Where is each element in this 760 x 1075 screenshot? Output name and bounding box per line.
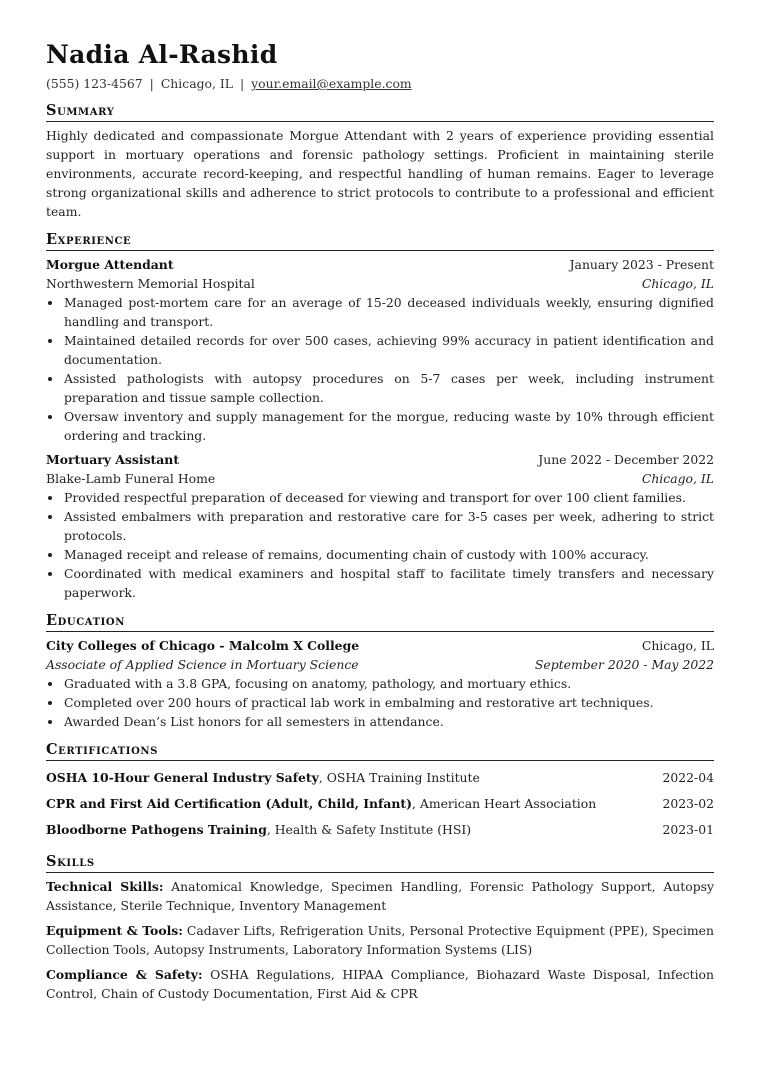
bullet-item: • Provided respectful preparation of deceased for viewing and transport for over 100 client families. [63, 488, 714, 507]
email-link[interactable]: your.email@example.com [251, 76, 412, 91]
job-bullets [46, 293, 714, 445]
certification-date: 2023-01 [662, 822, 714, 837]
summary-text: Highly dedicated and compassionate Morgue Attendant with 2 years of experience providing essential support in mortuary operations and forensic pathology settings. Proficient in maintaining sterile environments, accurate record-keeping, and respectful handling of human remains. Eager to leverage strong organizational skills and adherence to strict protocols to contribute to a professional and efficient team. [46, 128, 714, 219]
certification-text [46, 791, 596, 817]
location: Chicago, IL [160, 76, 233, 91]
section-title-certifications: Certifications [46, 741, 714, 761]
job-dates: June 2022 - December 2022 [538, 452, 714, 467]
job-org-row [46, 274, 714, 293]
job-location: Chicago, IL [641, 276, 714, 291]
job-org: Blake-Lamb Funeral Home [46, 471, 216, 486]
job-org-row [46, 469, 714, 488]
section-title-experience: Experience [46, 231, 714, 251]
bullet-item: • Coordinated with medical examiners and hospital staff to facilitate timely transfers and necessary paperwork. [63, 564, 714, 602]
school-name: City Colleges of Chicago - Malcolm X College [46, 638, 360, 653]
bullet-item: • Managed receipt and release of remains, documenting chain of custody with 100% accuracy. [63, 545, 714, 564]
education-header [46, 636, 714, 655]
certification-name: CPR and First Aid Certification (Adult, Child, Infant) [46, 796, 412, 811]
certification-issuer: , Health & Safety Institute (HSI) [266, 822, 472, 837]
certification-item [46, 817, 714, 843]
bullet-item: • Assisted pathologists with autopsy procedures on 5-7 cases per week, including instrument preparation and tissue sample collection. [63, 369, 714, 407]
phone-number: (555) 123-4567 [46, 76, 143, 91]
contact-separator: | [149, 76, 154, 91]
certification-name: Bloodborne Pathogens Training [46, 822, 267, 837]
job-header [46, 255, 714, 274]
job-entry [46, 450, 714, 602]
bullet-item: • Managed post-mortem care for an average of 15-20 deceased individuals weekly, ensuring dignified handling and transport. [63, 293, 714, 331]
skill-text: Cadaver Lifts, Refrigeration Units, Personal Protective Equipment (PPE), Specimen Collection Tools, Autopsy Instruments, Laboratory Information Systems (LIS) [46, 923, 714, 957]
certification-date: 2022-04 [662, 770, 714, 785]
education-degree-row [46, 655, 714, 674]
school-location: Chicago, IL [641, 638, 714, 653]
skill-label: Technical Skills: [46, 879, 164, 894]
resume-page [46, 40, 714, 1009]
certification-item [46, 765, 714, 791]
bullet-item: • Assisted embalmers with preparation and restorative care for 3-5 cases per week, adhering to strict protocols. [63, 507, 714, 545]
job-header [46, 450, 714, 469]
bullet-item: • Oversaw inventory and supply management for the morgue, reducing waste by 10% through efficient ordering and tracking. [63, 407, 714, 445]
bullet-item: • Graduated with a 3.8 GPA, focusing on anatomy, pathology, and mortuary ethics. [63, 674, 714, 693]
certification-text [46, 765, 480, 791]
certification-issuer: , American Heart Association [412, 796, 597, 811]
job-location: Chicago, IL [641, 471, 714, 486]
degree-name: Associate of Applied Science in Mortuary Science [46, 657, 359, 672]
section-title-summary: Summary [46, 102, 714, 122]
certification-text [46, 817, 471, 843]
section-title-education: Education [46, 612, 714, 632]
skill-label: Equipment & Tools: [46, 923, 183, 938]
contact-separator: | [239, 76, 245, 91]
education-dates: September 2020 - May 2022 [534, 657, 714, 672]
job-role: Morgue Attendant [46, 257, 174, 272]
bullet-item: • Completed over 200 hours of practical lab work in embalming and restorative art techniques. [63, 693, 714, 712]
certification-issuer: , OSHA Training Institute [318, 770, 480, 785]
contact-line [46, 76, 714, 92]
certification-date: 2023-02 [662, 796, 714, 811]
skill-text: OSHA Regulations, HIPAA Compliance, Biohazard Waste Disposal, Infection Control, Chain of Custody Documentation, First Aid & CPR [46, 967, 714, 1001]
bullet-item: • Awarded Dean’s List honors for all semesters in attendance. [63, 712, 714, 731]
skill-group [46, 921, 714, 959]
job-role: Mortuary Assistant [46, 452, 180, 467]
job-org: Northwestern Memorial Hospital [46, 276, 255, 291]
skill-label: Compliance & Safety: [46, 967, 203, 982]
candidate-name: Nadia Al-Rashid [46, 40, 278, 69]
skill-text: Anatomical Knowledge, Specimen Handling, Forensic Pathology Support, Autopsy Assistance, Sterile Technique, Inventory Management [46, 879, 714, 913]
skill-group [46, 965, 714, 1003]
certification-item [46, 791, 714, 817]
job-dates: January 2023 - Present [569, 257, 714, 272]
job-entry [46, 255, 714, 445]
job-bullets [46, 488, 714, 602]
section-title-skills: Skills [46, 853, 714, 873]
education-bullets [46, 674, 714, 731]
skill-group [46, 877, 714, 915]
certification-name: OSHA 10-Hour General Industry Safety [46, 770, 319, 785]
bullet-item: • Maintained detailed records for over 500 cases, achieving 99% accuracy in patient identification and documentation. [63, 331, 714, 369]
